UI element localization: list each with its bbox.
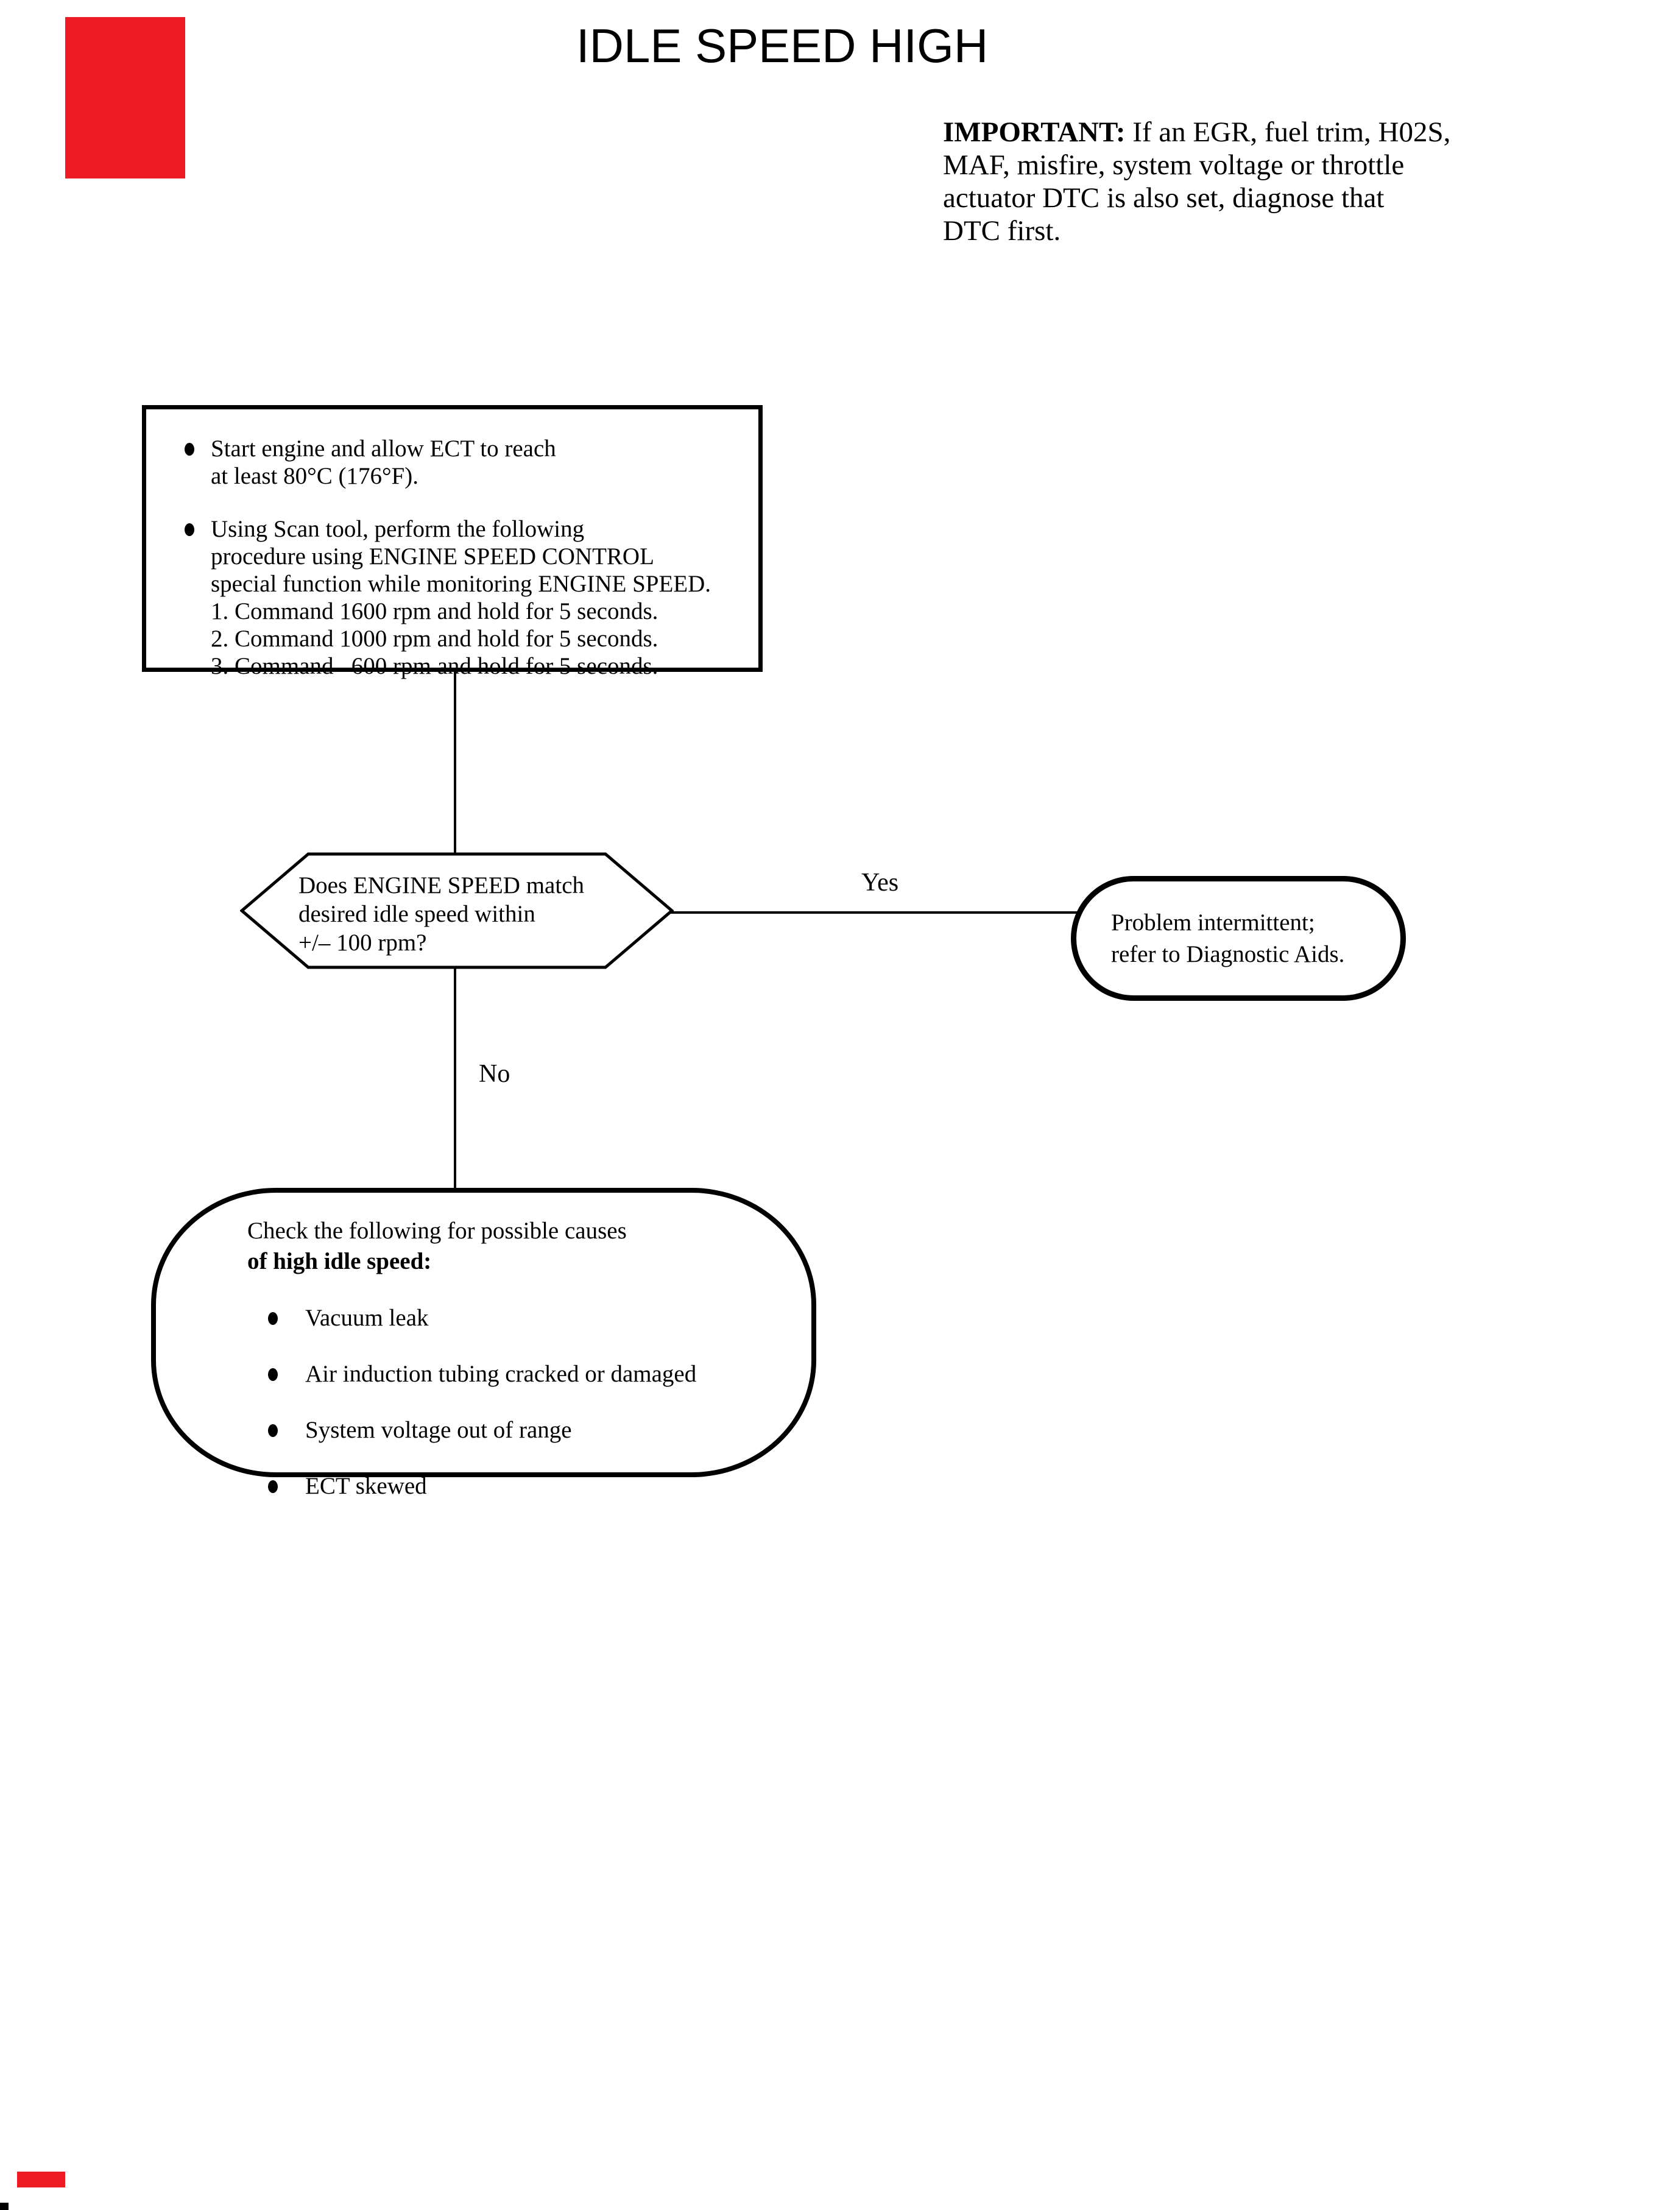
connector-decision-to-terminal (670, 911, 1079, 914)
cause-text: Vacuum leak (305, 1305, 429, 1331)
step-item (185, 515, 752, 680)
decision-line: desired idle speed within (298, 901, 535, 927)
decision-hexagon (240, 852, 674, 970)
important-note-text: If an EGR, fuel trim, H02S, (1132, 116, 1451, 148)
cause-item (268, 1416, 793, 1445)
step-item (185, 435, 752, 490)
cause-text: Air induction tubing cracked or damaged (305, 1361, 697, 1387)
important-note-line: actuator DTC is also set, diagnose that (943, 182, 1385, 214)
step-line: 3. Command 600 rpm and hold for 5 seconds. (211, 653, 658, 679)
cause-text: System voltage out of range (305, 1417, 572, 1443)
step-item-text (211, 515, 711, 680)
cause-item (268, 1304, 793, 1333)
step-line: 1. Command 1600 rpm and hold for 5 seconds. (211, 598, 658, 624)
important-note-line (943, 116, 1570, 149)
step-item-text (211, 435, 556, 490)
important-note-line: MAF, misfire, system voltage or throttle (943, 149, 1405, 181)
causes-heading-line-1: Check the following for possible causes (247, 1218, 627, 1244)
step-line: at least 80°C (176°F). (211, 463, 418, 489)
terminal-intermittent (1071, 876, 1406, 1001)
causes-box (151, 1188, 816, 1499)
bullet-icon (268, 1480, 278, 1493)
important-note-line: DTC first. (943, 215, 1061, 247)
page-title: IDLE SPEED HIGH (576, 19, 989, 72)
bullet-icon (185, 523, 194, 536)
cause-item (268, 1472, 793, 1501)
red-scan-mark-bottom-left (17, 2172, 65, 2187)
decision-text (298, 871, 584, 957)
causes-heading-line-2: of high idle speed: (247, 1248, 432, 1274)
step-line: special function while monitoring ENGINE SPEED. (211, 571, 711, 597)
scan-artifact-corner-dot (0, 2203, 9, 2210)
step-line: procedure using ENGINE SPEED CONTROL (211, 543, 654, 570)
causes-heading (247, 1216, 793, 1277)
important-note (943, 116, 1570, 247)
decision-line: Does ENGINE SPEED match (298, 872, 585, 898)
terminal-line: Problem intermittent; (1111, 909, 1315, 936)
step-box (142, 405, 763, 679)
connector-decision-to-causes (454, 967, 456, 1193)
step-line: Start engine and allow ECT to reach (211, 436, 556, 462)
red-scan-mark-top-left (65, 17, 185, 178)
cause-text: ECT skewed (305, 1473, 427, 1499)
cause-item (268, 1360, 793, 1389)
step-line: 2. Command 1000 rpm and hold for 5 seconds. (211, 626, 658, 652)
yes-label: Yes (861, 869, 899, 897)
bullet-icon (268, 1312, 278, 1325)
decision-line: +/– 100 rpm? (298, 930, 427, 956)
terminal-line: refer to Diagnostic Aids. (1111, 941, 1345, 967)
bullet-icon (268, 1424, 278, 1437)
no-label: No (479, 1060, 510, 1088)
connector-box-to-decision (454, 670, 456, 854)
bullet-icon (185, 443, 194, 456)
bullet-icon (268, 1368, 278, 1381)
important-label: IMPORTANT: (943, 116, 1126, 148)
step-line: Using Scan tool, perform the following (211, 516, 585, 542)
